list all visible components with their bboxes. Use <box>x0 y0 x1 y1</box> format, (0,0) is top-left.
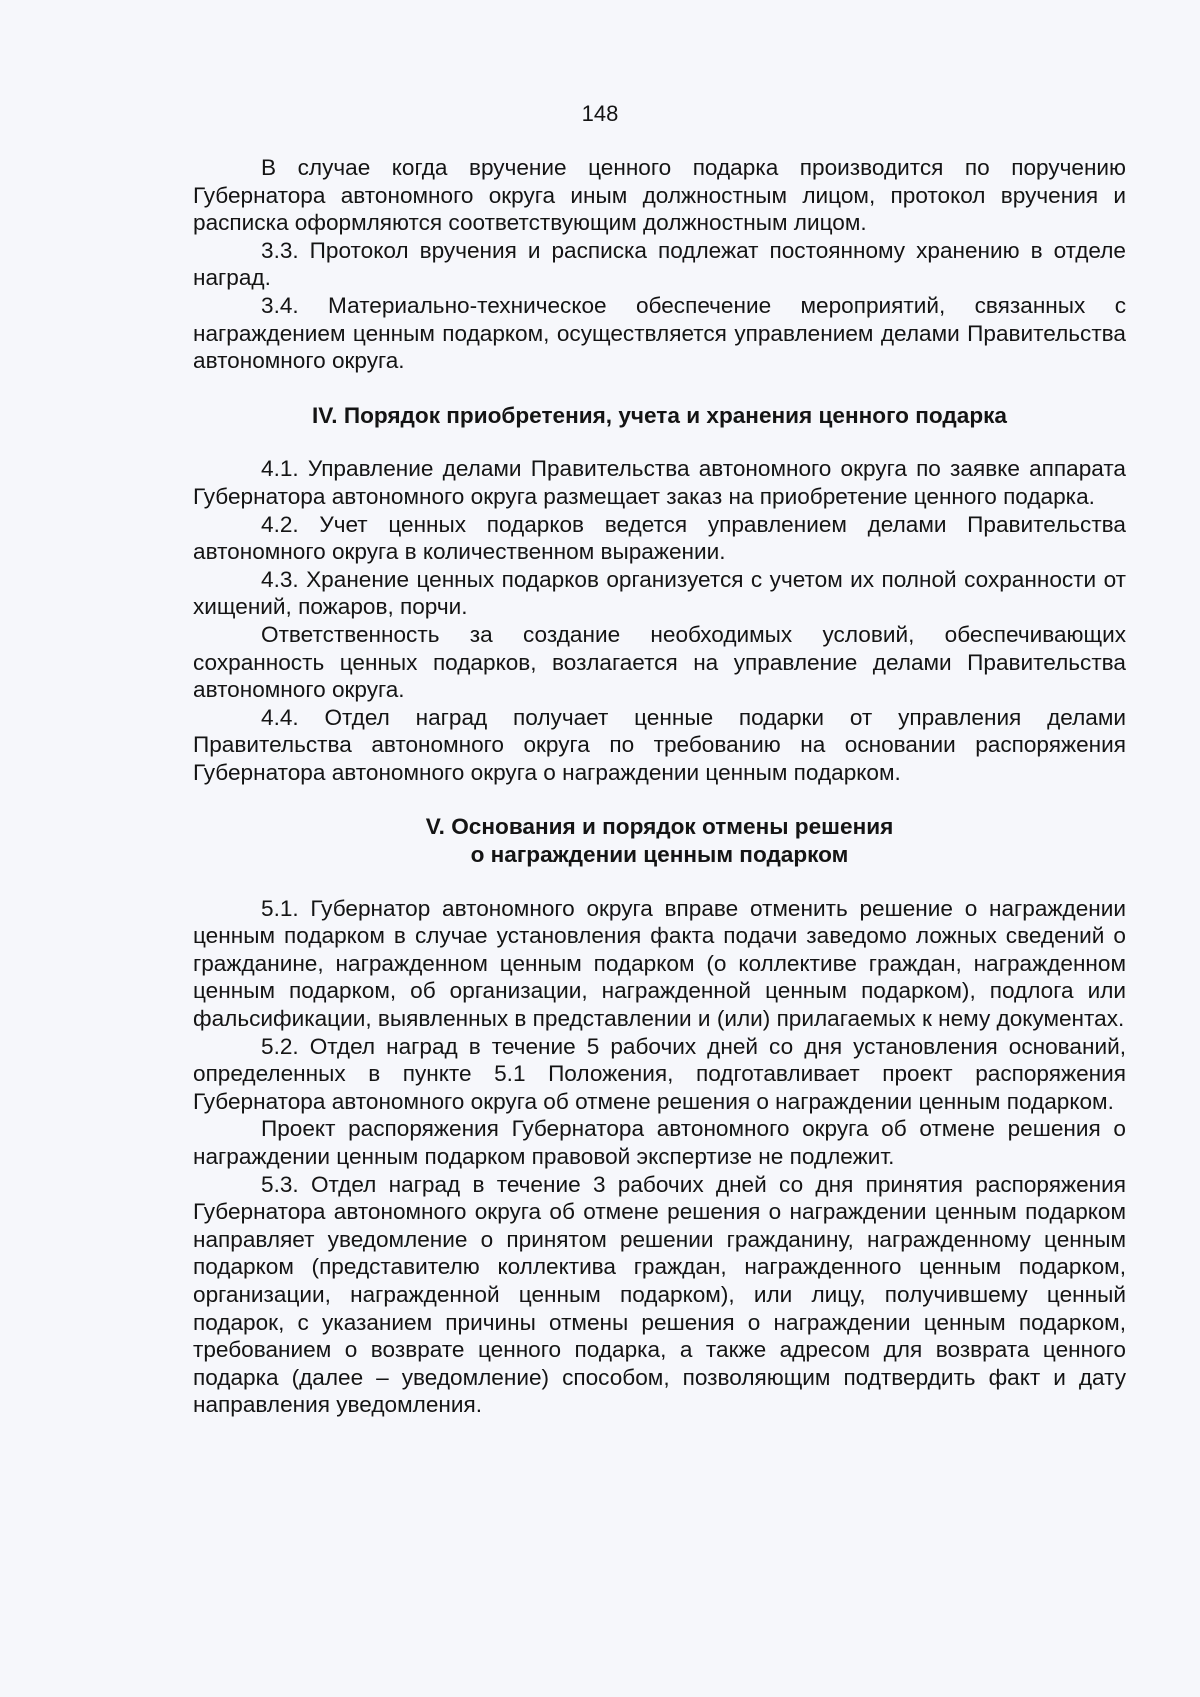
section-heading-line: V. Основания и порядок отмены решения <box>425 814 894 840</box>
paragraph: 3.4. Материально-техническое обеспечение мероприятий, связанных с награждением ценным подарком, осуществляется управлением делами Правительства автономного округа. <box>193 292 1126 374</box>
page-number: 148 <box>581 101 619 126</box>
section-heading-line: о награждении ценным подарком <box>470 842 849 868</box>
paragraph: 4.1. Управление делами Правительства автономного округа по заявке аппарата Губернатора автономного округа размещает заказ на приобретение ценного подарка. <box>193 456 1126 509</box>
paragraph: В случае когда вручение ценного подарка производится по поручению Губернатора автономного округа иным должностным лицом, протокол вручения и расписка оформляются соответствующим должностным лицом. <box>193 155 1126 236</box>
section-heading <box>193 813 1126 868</box>
spacer <box>193 869 1126 895</box>
paragraph: 3.3. Протокол вручения и расписка подлежат постоянному хранению в отделе наград. <box>193 237 1126 291</box>
paragraph: 4.3. Хранение ценных подарков организуется с учетом их полной сохранности от хищений, пожаров, порчи. <box>193 566 1126 620</box>
document-body <box>193 154 1126 1419</box>
paragraph: 4.4. Отдел наград получает ценные подарки от управления делами Правительства автономного округа по требованию на основании распоряжения Губернатора автономного округа о награждении ценным подарком. <box>193 704 1126 785</box>
paragraph: 4.2. Учет ценных подарков ведется управлением делами Правительства автономного округа в количественном выражении. <box>193 511 1126 565</box>
paragraph: Ответственность за создание необходимых условий, обеспечивающих сохранность ценных подарков, возлагается на управление делами Правительства автономного округа. <box>193 621 1126 703</box>
spacer <box>193 375 1126 402</box>
paragraph: 5.3. Отдел наград в течение 3 рабочих дней со дня принятия распоряжения Губернатора автономного округа об отмене решения о награждении ценным подарком направляет уведомление о принятом решении гражданину, награжденному ценным подарком (представителю коллектива граждан, награжденного ценным подарком, организации, награжденной ценным подарком), или лицу, получившему ценный подарок, с указанием причины отмены решения о награждении ценным подарком, требованием о возврате ценного подарка, а также адресом для возврата ценного подарка (далее – уведомление) способом, позволяющим подтвердить факт и дату направления уведомления. <box>193 1171 1126 1418</box>
paragraph: 5.2. Отдел наград в течение 5 рабочих дней со дня установления оснований, определенных в пункте 5.1 Положения, подготавливает проект распоряжения Губернатора автономного округа об отмене решения о награждении ценным подарком. <box>193 1033 1126 1114</box>
spacer <box>193 429 1126 455</box>
spacer <box>193 786 1126 813</box>
paragraph: 5.1. Губернатор автономного округа вправе отменить решение о награждении ценным подарком в случае установления факта подачи заведомо ложных сведений о гражданине, награжденном ценным подарком (о коллективе граждан, награжденном ценным подарком, об организации, награжденной ценным подарком), подлога или фальсификации, выявленных в представлении и (или) прилагаемых к нему документах. <box>193 895 1126 1032</box>
section-heading: IV. Порядок приобретения, учета и хранения ценного подарка <box>312 402 1007 428</box>
paragraph: Проект распоряжения Губернатора автономного округа об отмене решения о награждении ценным подарком правовой экспертизе не подлежит. <box>193 1116 1126 1169</box>
